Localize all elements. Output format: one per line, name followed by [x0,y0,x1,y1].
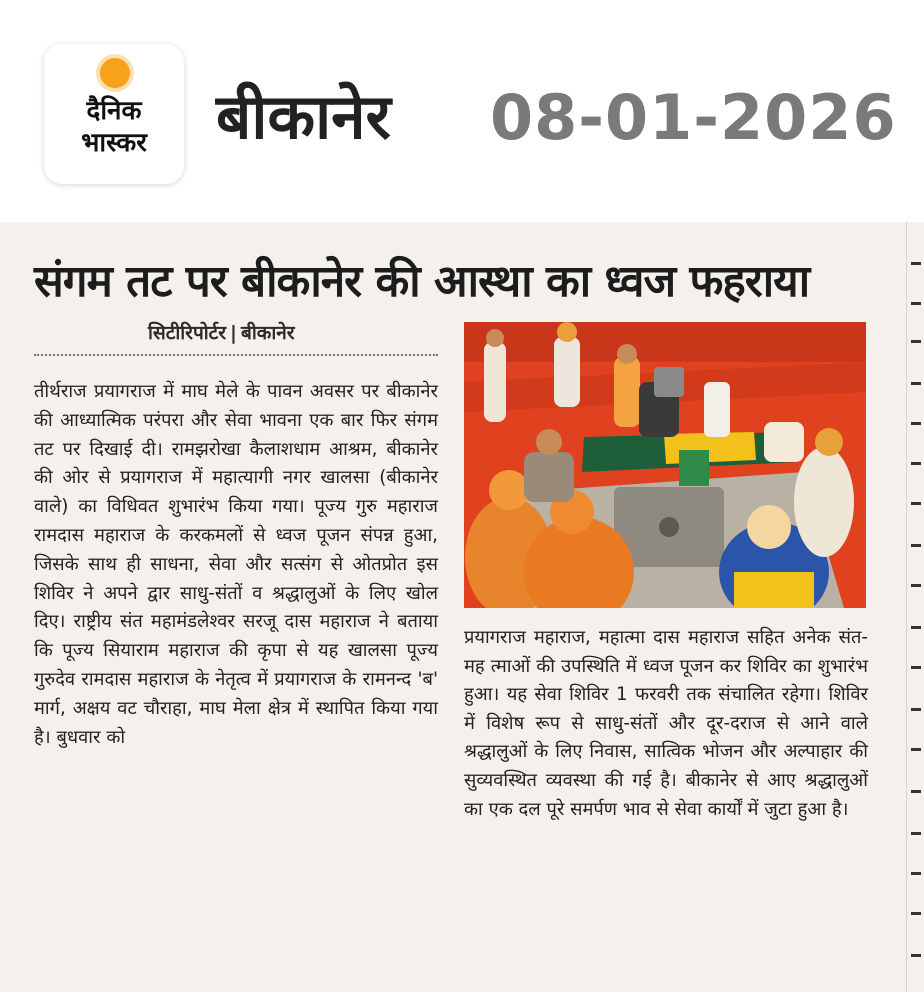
byline-separator: | [230,322,237,344]
byline-divider [34,354,438,356]
article-body-left-column: तीर्थराज प्रयागराज में माघ मेले के पावन अवसर पर बीकानेर की आध्यात्मिक परंपरा और सेवा भावना एक बार फिर संगम तट पर दिखाई दी। रामझरोखा कैलाशधाम आश्रम, बीकानेर की ओर से प्रयागराज में महात्यागी नगर खालसा (बीकानेर वाले) का विधिवत शुभारंभ किया गया। पूज्य गुरु महाराज रामदास महाराज के करकमलों से ध्वज पूजन संपन्न हुआ, जिसके साथ ही साधना, सेवा और सत्संग से ओतप्रोत इस शिविर ने अपने द्वार साधु-संतों व श्रद्धालुओं के लिए खोल दिए। राष्ट्रीय संत महामंडलेश्वर सरजू दास महाराज ने बताया कि पूज्य सियाराम महाराज की कृपा से यह खालसा पूज्य गुरुदेव रामदास महाराज के नेतृत्व में प्रयागराज के रामनन्द 'ब' मार्ग, अक्षय वट चौराहा, माघ मेला क्षेत्र में स्थापित किया गया है। बुधवार को [34,381,438,748]
dhwaj-pujan-photo [464,322,866,608]
edition-date: 08-01-2026 [490,81,897,154]
article-headline: संगम तट पर बीकानेर की आस्था का ध्वज फहराया [34,256,810,307]
edition-city: बीकानेर [216,80,391,153]
adjacent-column-fragment [906,222,924,992]
byline-place: बीकानेर [240,322,295,344]
dainik-bhaskar-logo [44,44,184,184]
article-body-right-column: प्रयागराज महाराज, महात्मा दास महाराज सहित अनेक संत-मह त्माओं की उपस्थिति में ध्वज पूजन कर शिविर का शुभारंभ हुआ। यह सेवा शिविर 1 फरवरी तक संचालित रहेगा। शिविर में विशेष रूप से साधु-संतों और दूर-दराज से आने वाले श्रद्धालुओं के लिए निवास, सात्विक भोजन और अल्पाहार की सुव्यवस्थित व्यवस्था की गई है। बीकानेर से आए श्रद्धालुओं का एक दल पूरे समर्पण भाव से सेवा कार्यों में जुटा हुआ है। [464,627,868,820]
logo-text-line1: दैनिक [86,96,142,126]
article-byline [148,318,295,348]
byline-reporter: सिटीरिपोर्टर [148,322,227,344]
logo-text-line2: भास्कर [81,128,147,158]
sun-icon [100,58,130,88]
article-photo [464,322,866,608]
page-header [0,0,924,210]
